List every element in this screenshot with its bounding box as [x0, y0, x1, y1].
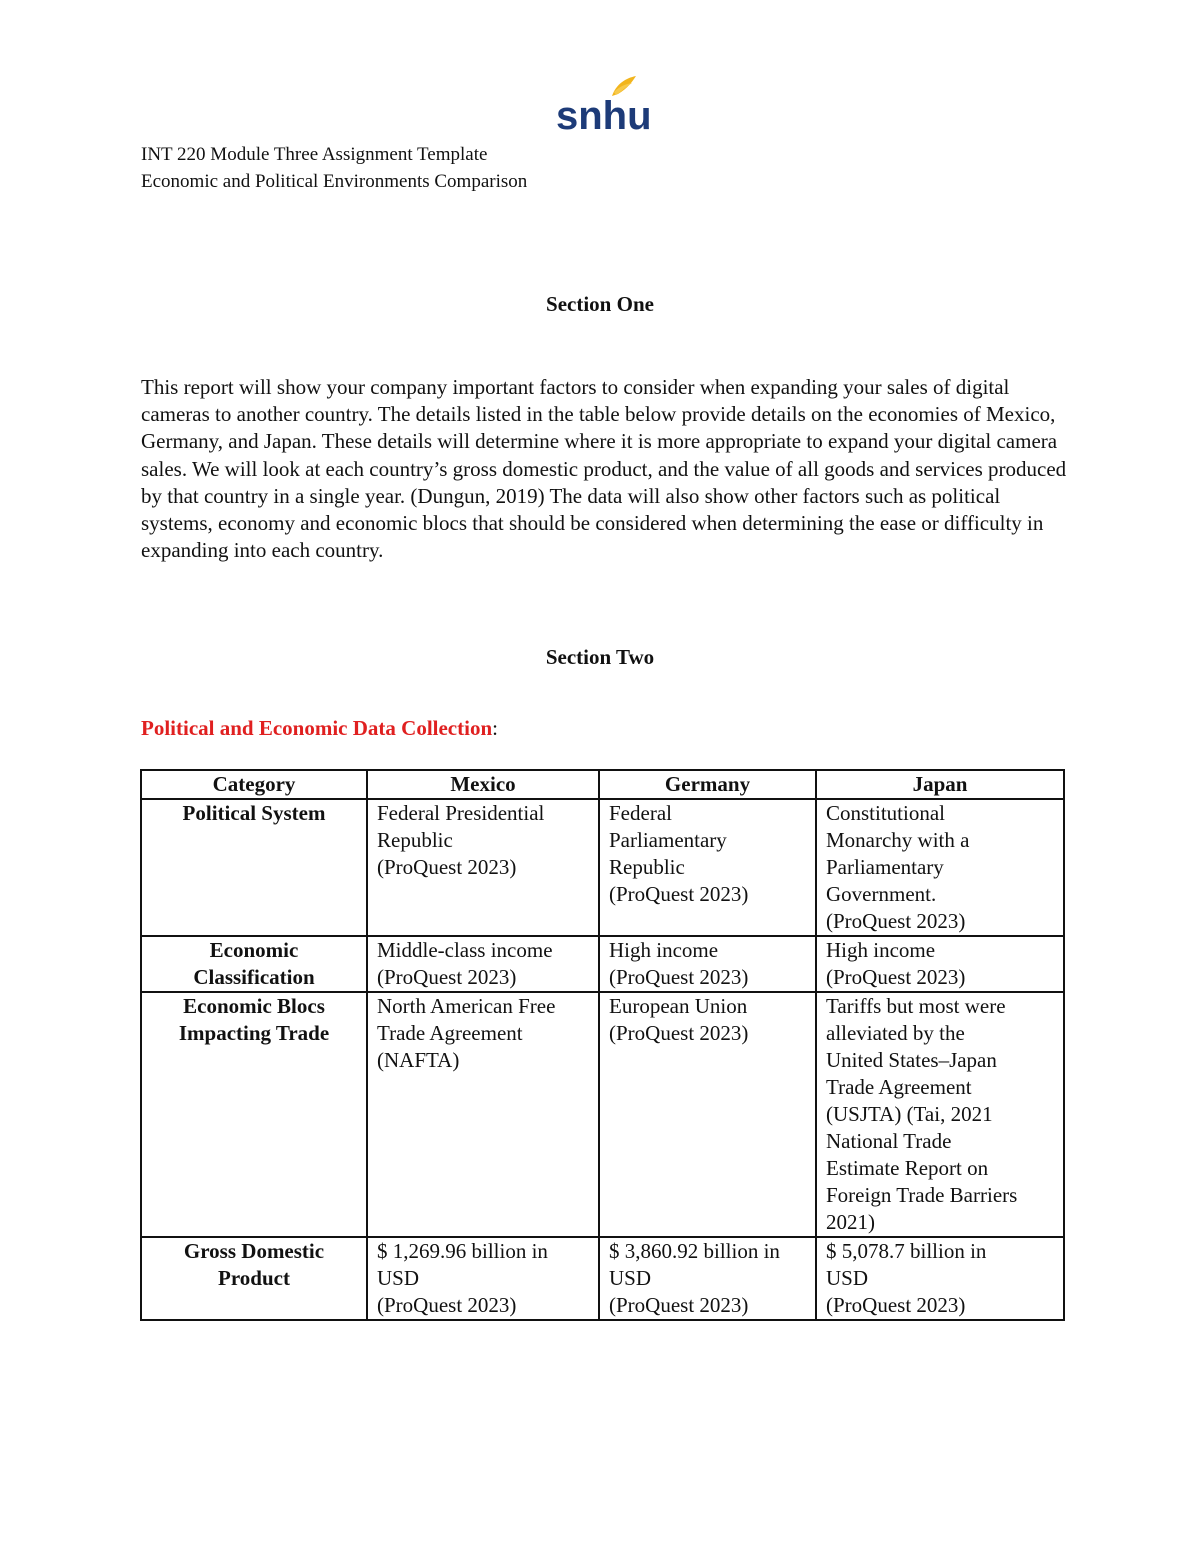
mexico-cell — [367, 799, 599, 936]
category-cell — [141, 1237, 367, 1320]
cell-text: (ProQuest 2023) — [377, 965, 517, 989]
cell-text: Constitutional — [826, 801, 946, 825]
paragraph-text: This report will show your company important factors to consider when expanding your sales of digital cameras to another country. The details listed in the table below provide details on the economies of Mexico, Germany, and Japan. These details will determine where it is more appropriate to expand your digital camera sales. We will look at each country’s gross domestic product, and the value of all goods and services produced by that country in a single year. (Dungun, 2019) The data will also show other factors such as political systems, economy and economic blocs that should be considered when determining the ease or difficulty in expanding into each country. — [141, 375, 1067, 563]
cell-text: 2021) — [826, 1210, 875, 1234]
cell-text: alleviated by the — [826, 1021, 965, 1045]
cell-text: High income — [826, 938, 936, 962]
cell-text: (USJTA) (Tai, 2021 — [826, 1102, 993, 1126]
cell-text: Federal — [609, 801, 672, 825]
cell-text: USD — [377, 1266, 420, 1290]
germany-cell — [599, 992, 816, 1237]
germany-cell — [599, 799, 816, 936]
header-japan: Japan — [816, 770, 1064, 799]
cell-text: $ 1,269.96 billion in — [377, 1239, 548, 1263]
mexico-cell — [367, 992, 599, 1237]
table-row — [141, 1237, 1064, 1320]
logo-text: snhu — [556, 94, 652, 138]
table-row — [141, 799, 1064, 936]
category-text: Political System — [182, 801, 326, 825]
data-collection-label — [141, 716, 498, 741]
germany-cell — [599, 936, 816, 992]
mexico-cell — [367, 936, 599, 992]
category-text: Product — [218, 1266, 290, 1290]
category-text: Economic — [209, 938, 299, 962]
cell-text: Trade Agreement — [826, 1075, 972, 1099]
header-category: Category — [141, 770, 367, 799]
section-one-paragraph — [141, 374, 1071, 564]
category-cell — [141, 799, 367, 936]
table-row — [141, 992, 1064, 1237]
japan-cell — [816, 936, 1064, 992]
cell-text: Republic — [377, 828, 453, 852]
cell-text: USD — [826, 1266, 869, 1290]
collection-colon: : — [492, 716, 498, 740]
section-two-heading: Section Two — [545, 645, 655, 669]
cell-text: High income — [609, 938, 719, 962]
snhu-logo — [556, 74, 652, 138]
japan-cell — [816, 799, 1064, 936]
japan-cell — [816, 1237, 1064, 1320]
cell-text: Estimate Report on — [826, 1156, 989, 1180]
cell-text: (ProQuest 2023) — [826, 965, 966, 989]
cell-text: North American Free — [377, 994, 556, 1018]
cell-text: (ProQuest 2023) — [609, 882, 749, 906]
cell-text: $ 5,078.7 billion in — [826, 1239, 987, 1263]
cell-text: European Union — [609, 994, 748, 1018]
course-title: INT 220 Module Three Assignment Template — [141, 144, 488, 165]
cell-text: Parliamentary — [826, 855, 944, 879]
cell-text: Monarchy with a — [826, 828, 970, 852]
cell-text: (NAFTA) — [377, 1048, 460, 1072]
table-row — [141, 936, 1064, 992]
cell-text: (ProQuest 2023) — [609, 965, 749, 989]
cell-text: (ProQuest 2023) — [377, 1293, 517, 1317]
category-text: Classification — [193, 965, 315, 989]
category-text: Economic Blocs — [183, 994, 325, 1018]
cell-text: $ 3,860.92 billion in — [609, 1239, 780, 1263]
table-header-row — [141, 770, 1064, 799]
cell-text: (ProQuest 2023) — [609, 1293, 749, 1317]
cell-text: USD — [609, 1266, 652, 1290]
collection-title: Political and Economic Data Collection — [141, 716, 493, 740]
document-title: Economic and Political Environments Comparison — [141, 171, 528, 192]
mexico-cell — [367, 1237, 599, 1320]
cell-text: (ProQuest 2023) — [377, 855, 517, 879]
cell-text: (ProQuest 2023) — [826, 1293, 966, 1317]
cell-text: Foreign Trade Barriers — [826, 1183, 1018, 1207]
cell-text: Tariffs but most were — [826, 994, 1006, 1018]
category-cell — [141, 992, 367, 1237]
comparison-table — [140, 769, 1065, 1321]
header-mexico: Mexico — [367, 770, 599, 799]
cell-text: Middle-class income — [377, 938, 553, 962]
japan-cell — [816, 992, 1064, 1237]
germany-cell — [599, 1237, 816, 1320]
cell-text: (ProQuest 2023) — [609, 1021, 749, 1045]
cell-text: Trade Agreement — [377, 1021, 523, 1045]
cell-text: United States–Japan — [826, 1048, 997, 1072]
cell-text: (ProQuest 2023) — [826, 909, 966, 933]
header-germany: Germany — [599, 770, 816, 799]
category-text: Impacting Trade — [178, 1021, 330, 1045]
cell-text: National Trade — [826, 1129, 952, 1153]
cell-text: Federal Presidential — [377, 801, 545, 825]
category-cell — [141, 936, 367, 992]
section-one-heading: Section One — [546, 292, 654, 316]
category-text: Gross Domestic — [183, 1239, 325, 1263]
cell-text: Parliamentary — [609, 828, 727, 852]
cell-text: Government. — [826, 882, 937, 906]
table-body — [141, 799, 1064, 1320]
cell-text: Republic — [609, 855, 685, 879]
